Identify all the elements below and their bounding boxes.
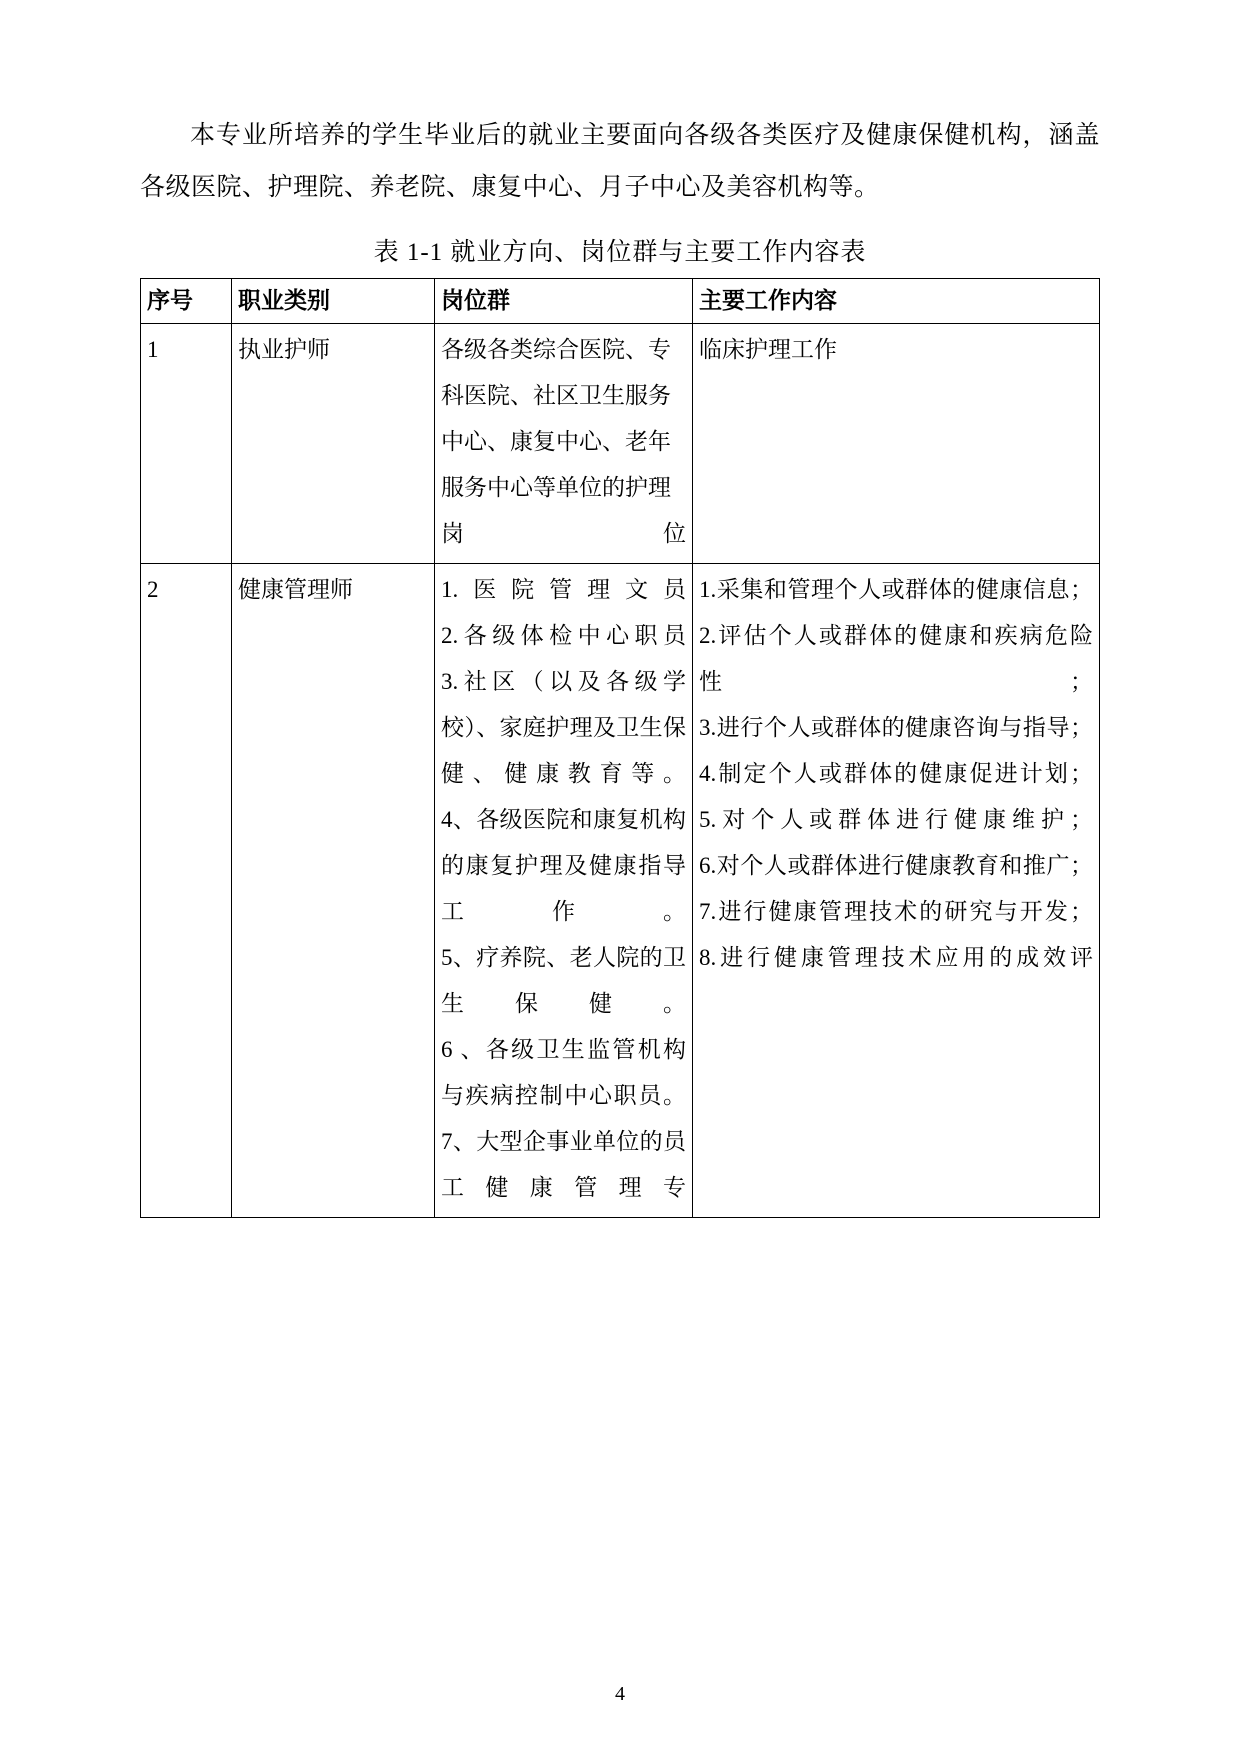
page-number: 4	[615, 1683, 625, 1705]
work-line: 6.对个人或群体进行健康教育和推广；	[699, 853, 1093, 878]
work-line: 5.对个人或群体进行健康维护；	[699, 807, 1093, 832]
group-line: 2.各级体检中心职员	[441, 623, 686, 648]
cell-category: 执业护师	[232, 324, 435, 564]
cell-group: 各级各类综合医院、专科医院、社区卫生服务中心、康复中心、老年服务中心等单位的护理岗位	[435, 324, 693, 564]
table-row	[141, 324, 1100, 564]
cell-no: 2	[141, 564, 232, 1218]
work-line: 1.采集和管理个人或群体的健康信息；	[699, 577, 1093, 602]
cell-no: 1	[141, 324, 232, 564]
work-line: 4.制定个人或群体的健康促进计划；	[699, 761, 1093, 786]
work-line: 8.进行健康管理技术应用的成效评	[699, 945, 1093, 970]
cell-work	[693, 564, 1100, 1218]
group-line: 1.医院管理文员	[441, 577, 686, 602]
employment-table	[140, 278, 1100, 1218]
cell-category: 健康管理师	[232, 564, 435, 1218]
work-line: 3.进行个人或群体的健康咨询与指导；	[699, 715, 1093, 740]
group-line: 5、疗养院、老人院的卫生保健。	[441, 945, 686, 1016]
table-caption: 表 1-1 就业方向、岗位群与主要工作内容表	[373, 239, 867, 266]
table-header-no: 序号	[141, 279, 232, 324]
cell-group	[435, 564, 693, 1218]
intro-paragraph: 本专业所培养的学生毕业后的就业主要面向各级各类医疗及健康保健机构，涵盖各级医院、护理院、养老院、康复中心、月子中心及美容机构等。	[140, 122, 1100, 201]
table-header-work: 主要工作内容	[693, 279, 1100, 324]
table-header-group: 岗位群	[435, 279, 693, 324]
work-line: 7.进行健康管理技术的研究与开发；	[699, 899, 1093, 924]
group-line: 4、各级医院和康复机构的康复护理及健康指导工作。	[441, 807, 686, 924]
group-line: 7、大型企事业单位的员工健康管理专	[441, 1129, 686, 1200]
table-header-category: 职业类别	[232, 279, 435, 324]
group-line: 6 、各级卫生监管机构与疾病控制中心职员。	[441, 1037, 686, 1108]
cell-work: 临床护理工作	[693, 324, 1100, 564]
group-line: 3.社区（以及各级学校）、家庭护理及卫生保健、健康教育等。	[441, 669, 686, 786]
table-row	[141, 564, 1100, 1218]
work-line: 2.评估个人或群体的健康和疾病危险性；	[699, 623, 1093, 694]
table-header-row	[141, 279, 1100, 324]
